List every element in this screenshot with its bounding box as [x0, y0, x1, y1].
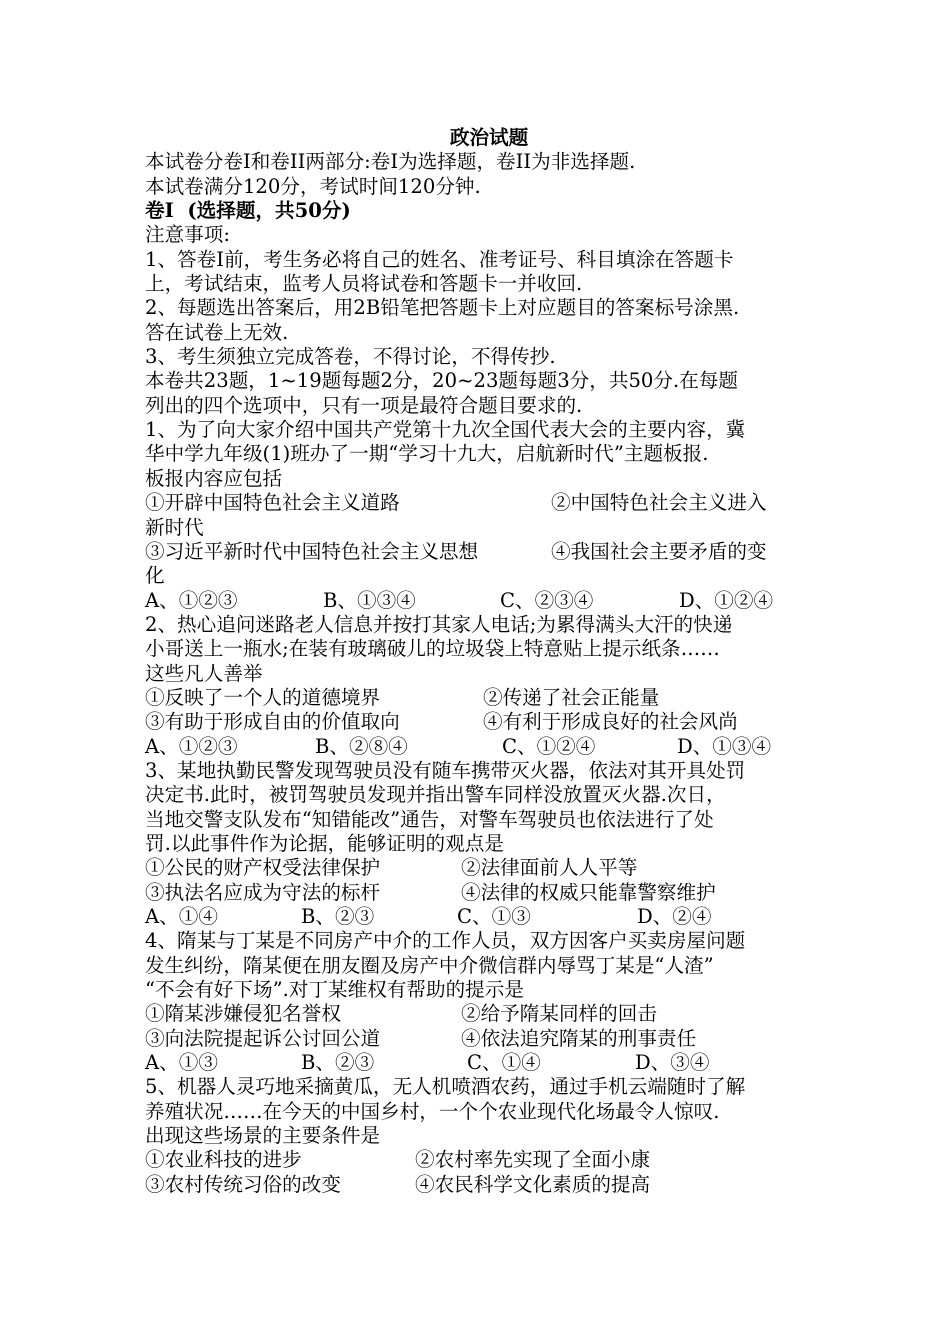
q4-item-row	[145, 1002, 813, 1026]
q2-option-a: A、①②③	[145, 734, 238, 758]
q3-stem: 罚.以此事件作为论据，能够证明的观点是	[145, 831, 504, 855]
q5-item: ④农民科学文化素质的提高	[415, 1172, 651, 1196]
q3-option-b: B、②③	[301, 905, 375, 928]
q4-options	[145, 1051, 813, 1075]
notice-line: 本卷共23题，1~19题每题2分，20~23题每题3分，共50分.在每题	[145, 369, 738, 393]
q1-stem: 板报内容应包括	[145, 466, 283, 490]
q1-option-c: C、②③④	[500, 588, 594, 612]
q2-option-d: D、①③④	[677, 734, 772, 758]
q5-item-row	[145, 1148, 813, 1172]
q4-item: ①隋某涉嫌侵犯名誉权	[145, 1002, 341, 1026]
q2-options	[145, 735, 813, 759]
q1-item: ④我国社会主要矛盾的变	[551, 539, 767, 563]
q2-stem: 小哥送上一瓶水;在装有玻璃破儿的垃圾袋上特意贴上提示纸条……	[145, 637, 720, 661]
q2-item: ②传递了社会正能量	[483, 685, 660, 709]
q5-stem: 养殖状况……在今天的中国乡村，一个个农业现代化场最令人惊叹.	[145, 1099, 720, 1123]
section-heading: 卷I (选择题，共50分)	[145, 199, 351, 223]
q3-stem: 3、某地执勤民警发现驾驶员没有随车携带灭火器，依法对其开具处罚	[145, 758, 746, 782]
intro-line: 本试卷分卷I和卷II两部分:卷I为选择题，卷II为非选择题.	[145, 150, 636, 174]
intro-line: 本试卷满分120分，考试时间120分钟.	[145, 174, 481, 198]
q5-item: ①农业科技的进步	[145, 1148, 302, 1172]
q5-item: ③农村传统习俗的改变	[145, 1172, 341, 1196]
q3-item: ④法律的权威只能靠警察维护	[461, 880, 716, 904]
q5-stem: 出现这些场景的主要条件是	[145, 1124, 381, 1148]
notice-line: 1、答卷I前，考生务必将自己的姓名、准考证号、科目填涂在答题卡	[145, 247, 734, 271]
q4-option-d: D、③④	[635, 1051, 710, 1075]
q2-item-row	[145, 686, 813, 710]
q1-item: 化	[145, 564, 165, 588]
q5-stem: 5、机器人灵巧地采摘黄瓜，无人机喷酒农药，通过手机云端随时了解	[145, 1075, 746, 1099]
q2-item: ③有助于形成自由的价值取向	[145, 710, 400, 734]
notice-line: 2、每题选出答案后，用2B铅笔把答题卡上对应题目的答案标号涂黑.	[145, 296, 740, 320]
q5-item: ②农村率先实现了全面小康	[415, 1148, 651, 1172]
q5-item-row	[145, 1173, 813, 1197]
q2-option-c: C、①②④	[502, 734, 596, 758]
q1-options	[145, 589, 813, 613]
q4-option-c: C、①④	[467, 1051, 541, 1075]
q3-options	[145, 905, 813, 929]
q2-item: ①反映了一个人的道德境界	[145, 685, 381, 709]
q1-stem: 华中学九年级(1)班办了一期“学习十九大，启航新时代”主题板报.	[145, 442, 709, 466]
notice-line: 列出的四个选项中，只有一项是最符合题目要求的.	[145, 393, 583, 417]
q1-item: 新时代	[145, 515, 204, 539]
q1-item: ③习近平新时代中国特色社会主义思想	[145, 539, 479, 563]
q3-item: ①公民的财产权受法律保护	[145, 856, 381, 880]
notice-line: 注意事项:	[145, 223, 230, 247]
q2-option-b: B、②⑧④	[315, 734, 408, 758]
notice-line: 3、考生须独立完成答卷，不得讨论，不得传抄.	[145, 345, 556, 369]
q4-item-row	[145, 1027, 813, 1051]
q3-item-row	[145, 881, 813, 905]
q4-item: ②给予隋某同样的回击	[461, 1002, 657, 1026]
q3-stem: 决定书.此时，被罚驾驶员发现并指出警车同样没放置灭火器.次日，	[145, 783, 726, 807]
q4-stem: 4、隋某与丁某是不同房产中介的工作人员，双方因客户买卖房屋问题	[145, 929, 746, 953]
q3-item: ③执法名应成为守法的标杆	[145, 880, 381, 904]
q1-item: ①开辟中国特色社会主义道路	[145, 491, 400, 515]
q1-item-row	[145, 491, 813, 515]
q4-item: ④依法追究隋某的刑事责任	[461, 1026, 697, 1050]
q1-option-d: D、①②④	[679, 588, 774, 612]
q2-stem: 这些凡人善举	[145, 661, 263, 685]
q4-option-b: B、②③	[301, 1051, 375, 1075]
q3-item: ②法律面前人人平等	[461, 856, 638, 880]
q3-stem: 当地交警支队发布“知错能改”通告，对警车驾驶员也依法进行了处	[145, 807, 714, 831]
page-title: 政治试题	[449, 126, 529, 149]
q4-stem: 发生纠纷，隋某便在朋友圈及房产中介微信群内辱骂丁某是“人渣”	[145, 953, 714, 977]
q2-stem: 2、热心追问迷路老人信息并按打其家人电话;为累得满头大汗的快递	[145, 612, 733, 636]
q3-option-c: C、①③	[457, 905, 531, 928]
notice-line: 上，考试结束，监考人员将试卷和答题卡一并收回.	[145, 272, 583, 296]
q2-item: ④有利于形成良好的社会风尚	[483, 710, 738, 734]
q4-item: ③向法院提起诉公讨回公道	[145, 1026, 381, 1050]
q3-option-d: D、②④	[637, 905, 712, 928]
q1-stem: 1、为了向大家介绍中国共产党第十九次全国代表大会的主要内容，冀	[145, 418, 746, 442]
q3-item-row	[145, 856, 813, 880]
notice-line: 答在试卷上无效.	[145, 320, 289, 344]
q3-option-a: A、①④	[145, 905, 218, 928]
q1-option-b: B、①③④	[323, 588, 416, 612]
q2-item-row	[145, 710, 813, 734]
exam-content	[145, 126, 813, 1197]
q4-option-a: A、①③	[145, 1051, 218, 1075]
q4-stem: “不会有好下场”.对丁某维权有帮助的提示是	[145, 978, 524, 1002]
q1-option-a: A、①②③	[145, 588, 238, 612]
q1-item: ②中国特色社会主义进入	[551, 491, 767, 515]
q1-item-row	[145, 540, 813, 564]
